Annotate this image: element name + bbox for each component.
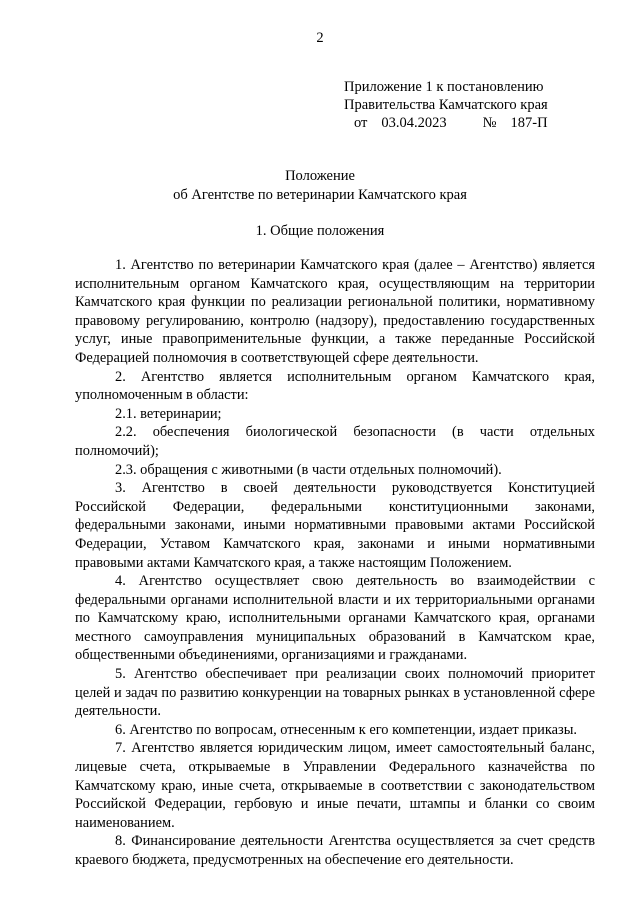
paragraph-4: 4. Агентство осуществляет свою деятельность во взаимодействии с федеральными органами исполнительной власти и их территориальными органами по Камчатскому краю, исполнительными органами Камчатского края, органами местного самоуправления муниципальных образований в Камчатском крае, общественными объединениями, организациями и гражданами.: [75, 573, 595, 664]
page-number: 2: [316, 30, 324, 46]
paragraph-5: 5. Агентство обеспечивает при реализации своих полномочий приоритет целей и задач по развитию конкуренции на товарных рынках в установленной сфере деятельности.: [75, 666, 595, 720]
paragraph-8: 8. Финансирование деятельности Агентства осуществляется за счет средств краевого бюджета, предусмотренных на обеспечение его деятельности.: [75, 833, 595, 868]
paragraph-2: 2. Агентство является исполнительным органом Камчатского края, уполномоченным в области:: [75, 368, 595, 404]
paragraph-7: 7. Агентство является юридическим лицом, имеет самостоятельный баланс, лицевые счета, открываемые в Управлении Федерального казначейства по Камчатскому краю, иные счета, открываемые в соответствии с законодательством Российской Федерации, гербовую и иные печати, штампы и бланки со своим наименованием.: [75, 740, 595, 831]
paragraph-2-2: 2.2. обеспечения биологической безопасности (в части отдельных полномочий);: [75, 424, 595, 459]
decree-number: 187-П: [510, 115, 548, 131]
document-subtitle: об Агентстве по ветеринарии Камчатского края: [173, 187, 467, 203]
appendix-block: [344, 78, 614, 132]
appendix-date-line: [344, 114, 614, 132]
paragraph-1: 1. Агентство по ветеринарии Камчатского края (далее – Агентство) является исполнительным органом Камчатского края, осуществляющим на территории Камчатского края функции по реализации региональной политики, нормативному правовому регулированию, контролю (надзору), предоставлению государственных услуг, иные правоприменительные функции, а также переданные Российской Федерацией полномочия в соответствующей сфере деятельности.: [75, 257, 595, 366]
section-heading: 1. Общие положения: [255, 223, 385, 239]
appendix-line-2: Правительства Камчатского края: [344, 97, 548, 113]
document-title: Положение: [285, 168, 355, 184]
paragraph-6: 6. Агентство по вопросам, отнесенным к его компетенции, издает приказы.: [115, 721, 577, 738]
date-prefix: от: [354, 115, 368, 131]
paragraph-2-3: 2.3. обращения с животными (в части отдельных полномочий).: [115, 461, 502, 478]
document-body: [75, 256, 595, 870]
paragraph-3: 3. Агентство в своей деятельности руководствуется Конституцией Российской Федерации, федеральными конституционными законами, федеральными законами, иными нормативными правовыми актами Российской Федерации, Уставом Камчатского края, законами и иными нормативными правовыми актами Камчатского края, а также настоящим Положением.: [75, 480, 595, 571]
number-sign: №: [482, 115, 497, 131]
paragraph-2-1: 2.1. ветеринарии;: [115, 405, 222, 422]
appendix-line-1: Приложение 1 к постановлению: [344, 79, 544, 95]
decree-date: 03.04.2023: [381, 115, 447, 131]
